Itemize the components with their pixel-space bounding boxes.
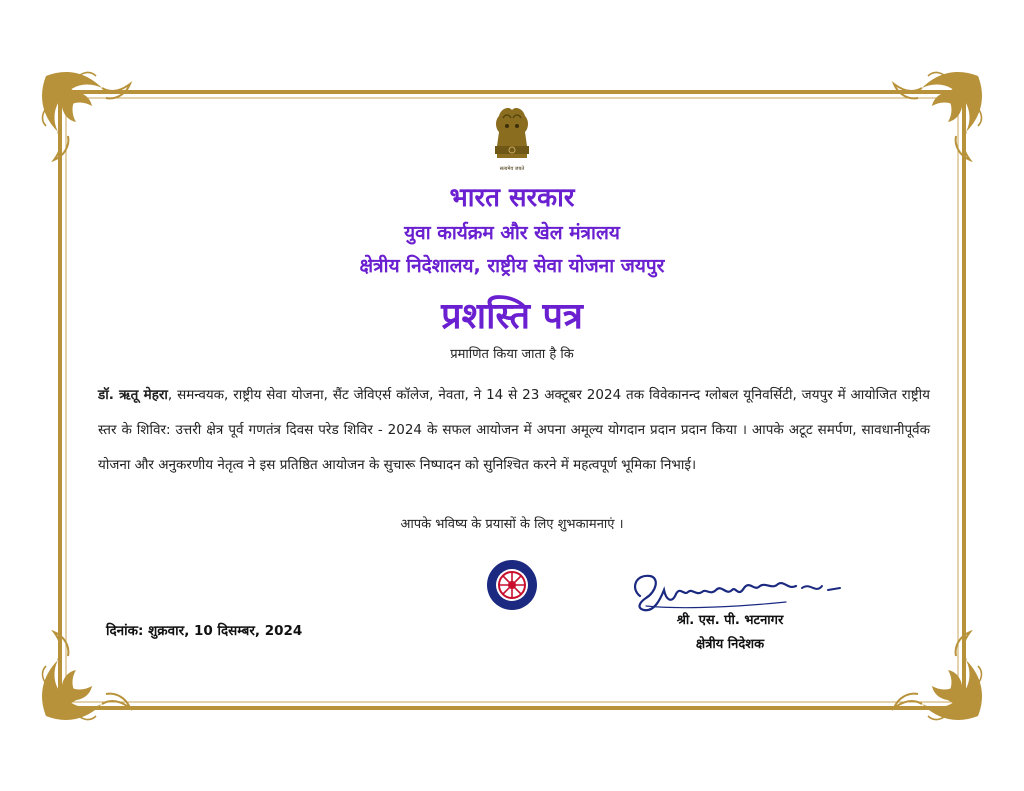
certificate-body: [98, 378, 930, 483]
header-ministry: युवा कार्यक्रम और खेल मंत्रालय: [404, 222, 620, 244]
wishes-line: आपके भविष्य के प्रयासों के लिए शुभकामनाएं ।: [400, 517, 624, 532]
emblem-motto: सत्यमेव जयते: [499, 166, 525, 172]
signatory-title: क्षेत्रीय निदेशक: [695, 637, 765, 652]
certify-line: प्रमाणित किया जाता है कि: [450, 347, 574, 362]
corner-ornament-top-left-icon: [42, 72, 130, 160]
corner-ornament-top-right-icon: [894, 72, 982, 160]
issue-date: दिनांक: शुक्रवार, 10 दिसम्बर, 2024: [106, 623, 303, 639]
signatory-name: श्री. एस. पी. भटनागर: [676, 613, 784, 628]
nss-logo-icon: [486, 559, 538, 611]
state-emblem-icon: [487, 106, 537, 178]
header-directorate: क्षेत्रीय निदेशालय, राष्ट्रीय सेवा योजना जयपुर: [359, 255, 665, 277]
certificate-body-text: , समन्वयक, राष्ट्रीय सेवा योजना, सैंट जेविएर्स कॉलेज, नेवता, ने 14 से 23 अक्टूबर 2024 तक विवेकानन्द ग्लोबल यूनिवर्सिटी, जयपुर में आयोजित राष्ट्रीय स्तर के शिविर: उत्तरी क्षेत्र पूर्व गणतंत्र दिवस परेड शिविर - 2024 के सफल आयोजन में अपना अमूल्य योगदान प्रदान प्रदान किया । आपके अटूट समर्पण, सावधानीपूर्वक योजना और अनुकरणीय नेतृत्व ने इस प्रतिष्ठित आयोजन के सुचारू निष्पादन को सुनिश्चित करने में महत्वपूर्ण भूमिका निभाई।: [98, 387, 931, 473]
recipient-name: डॉ. ऋतू मेहरा: [98, 387, 168, 403]
header-government: भारत सरकार: [449, 183, 575, 213]
certificate-title: प्रशस्ति पत्र: [441, 296, 583, 337]
